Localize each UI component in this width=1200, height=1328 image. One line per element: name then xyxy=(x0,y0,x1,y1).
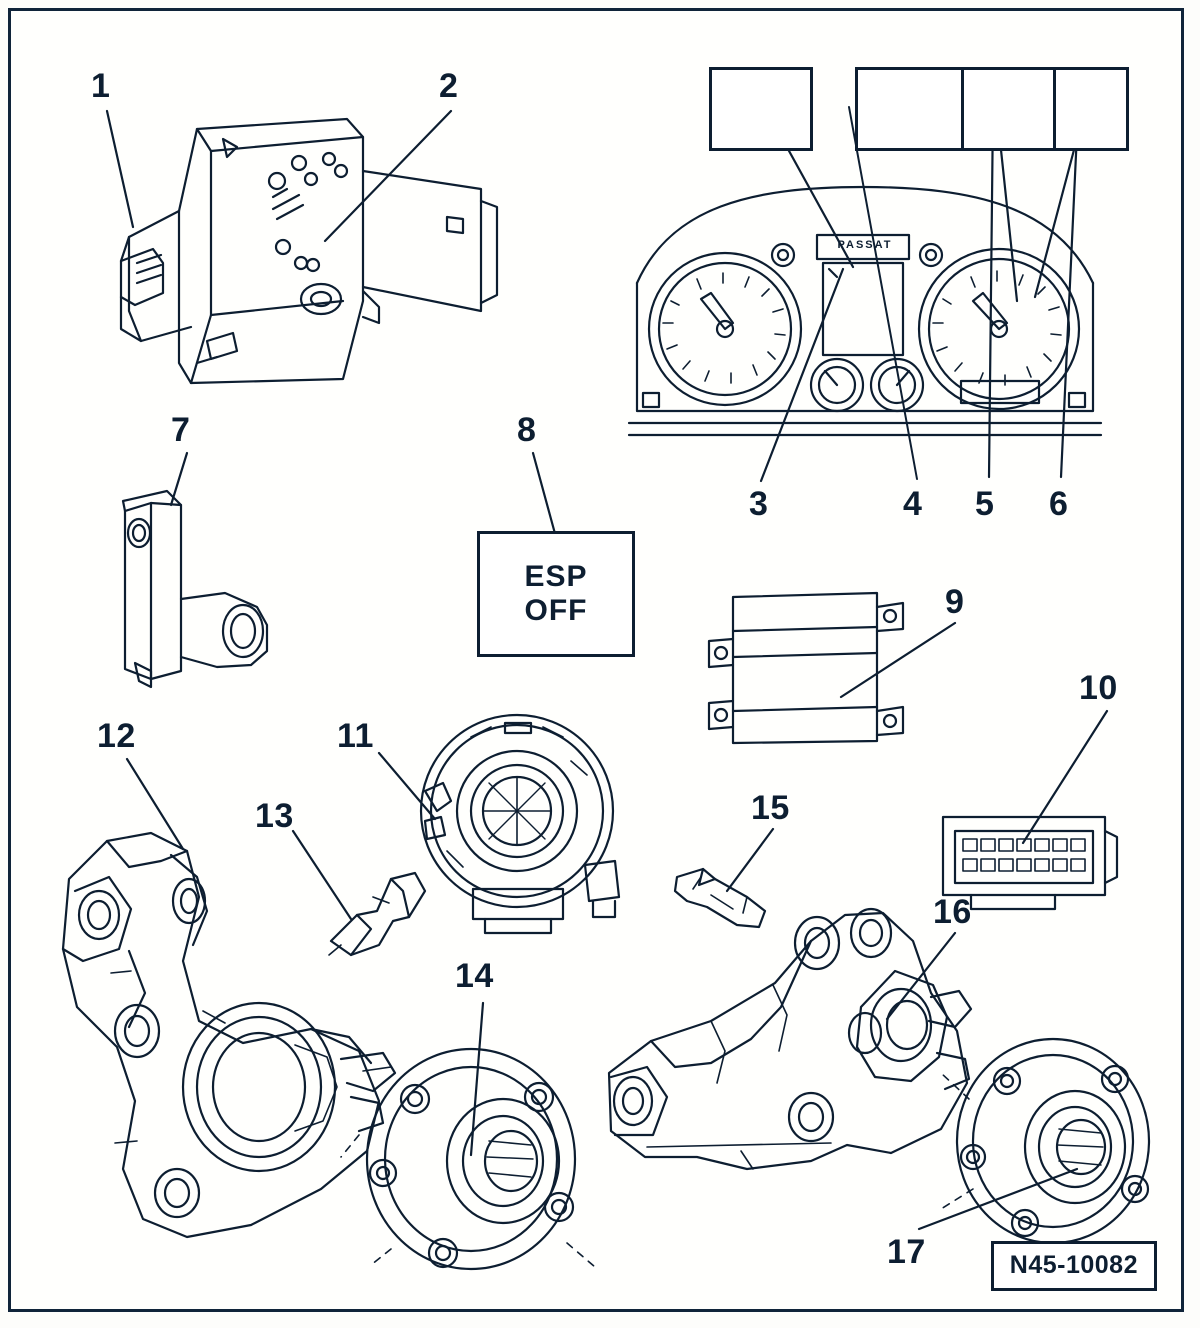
esp-off-line2: OFF xyxy=(524,594,588,627)
esp-off-switch[interactable] xyxy=(477,531,635,657)
part-number-label: N45-10082 xyxy=(991,1241,1157,1291)
rear-speed-sensor-art xyxy=(675,869,765,927)
callout-9: 9 xyxy=(945,583,965,621)
callout-16: 16 xyxy=(933,893,972,931)
control-unit-art xyxy=(709,593,903,743)
callout-11: 11 xyxy=(337,717,374,755)
callout-1: 1 xyxy=(91,67,111,105)
brake-light-switch-art xyxy=(123,491,267,687)
leader-lines xyxy=(107,107,1107,1229)
brake-warning-lamp-box xyxy=(855,67,967,151)
esp-off-line1: ESP xyxy=(524,559,588,593)
callout-15: 15 xyxy=(751,789,790,827)
callout-2: 2 xyxy=(439,67,459,105)
rear-bearing-housing-art xyxy=(609,909,971,1169)
diagram-artwork xyxy=(11,11,1187,1315)
esp-warning-lamp-box xyxy=(961,67,1057,151)
rear-wheel-hub-art xyxy=(941,1039,1149,1243)
cluster-brand-label: PASSAT xyxy=(837,239,893,251)
abs-warning-lamp-box xyxy=(709,67,813,151)
callout-13: 13 xyxy=(255,797,294,835)
brake-pad-lamp-box xyxy=(1053,67,1129,151)
callout-3: 3 xyxy=(749,485,769,523)
front-bearing-housing-art xyxy=(63,833,395,1237)
callout-5: 5 xyxy=(975,485,995,523)
figure-frame xyxy=(8,8,1184,1312)
callout-17: 17 xyxy=(887,1233,926,1271)
callout-12: 12 xyxy=(97,717,136,755)
callout-4: 4 xyxy=(903,485,923,523)
callout-14: 14 xyxy=(455,957,494,995)
front-wheel-hub-art xyxy=(367,1049,595,1269)
callout-6: 6 xyxy=(1049,485,1069,523)
steering-angle-sensor-art xyxy=(421,715,619,933)
callout-7: 7 xyxy=(171,411,191,449)
callout-10: 10 xyxy=(1079,669,1118,707)
callout-8: 8 xyxy=(517,411,537,449)
instrument-cluster-art xyxy=(629,187,1101,435)
front-speed-sensor-art xyxy=(329,873,425,1157)
hydraulic-unit-art xyxy=(121,119,497,383)
